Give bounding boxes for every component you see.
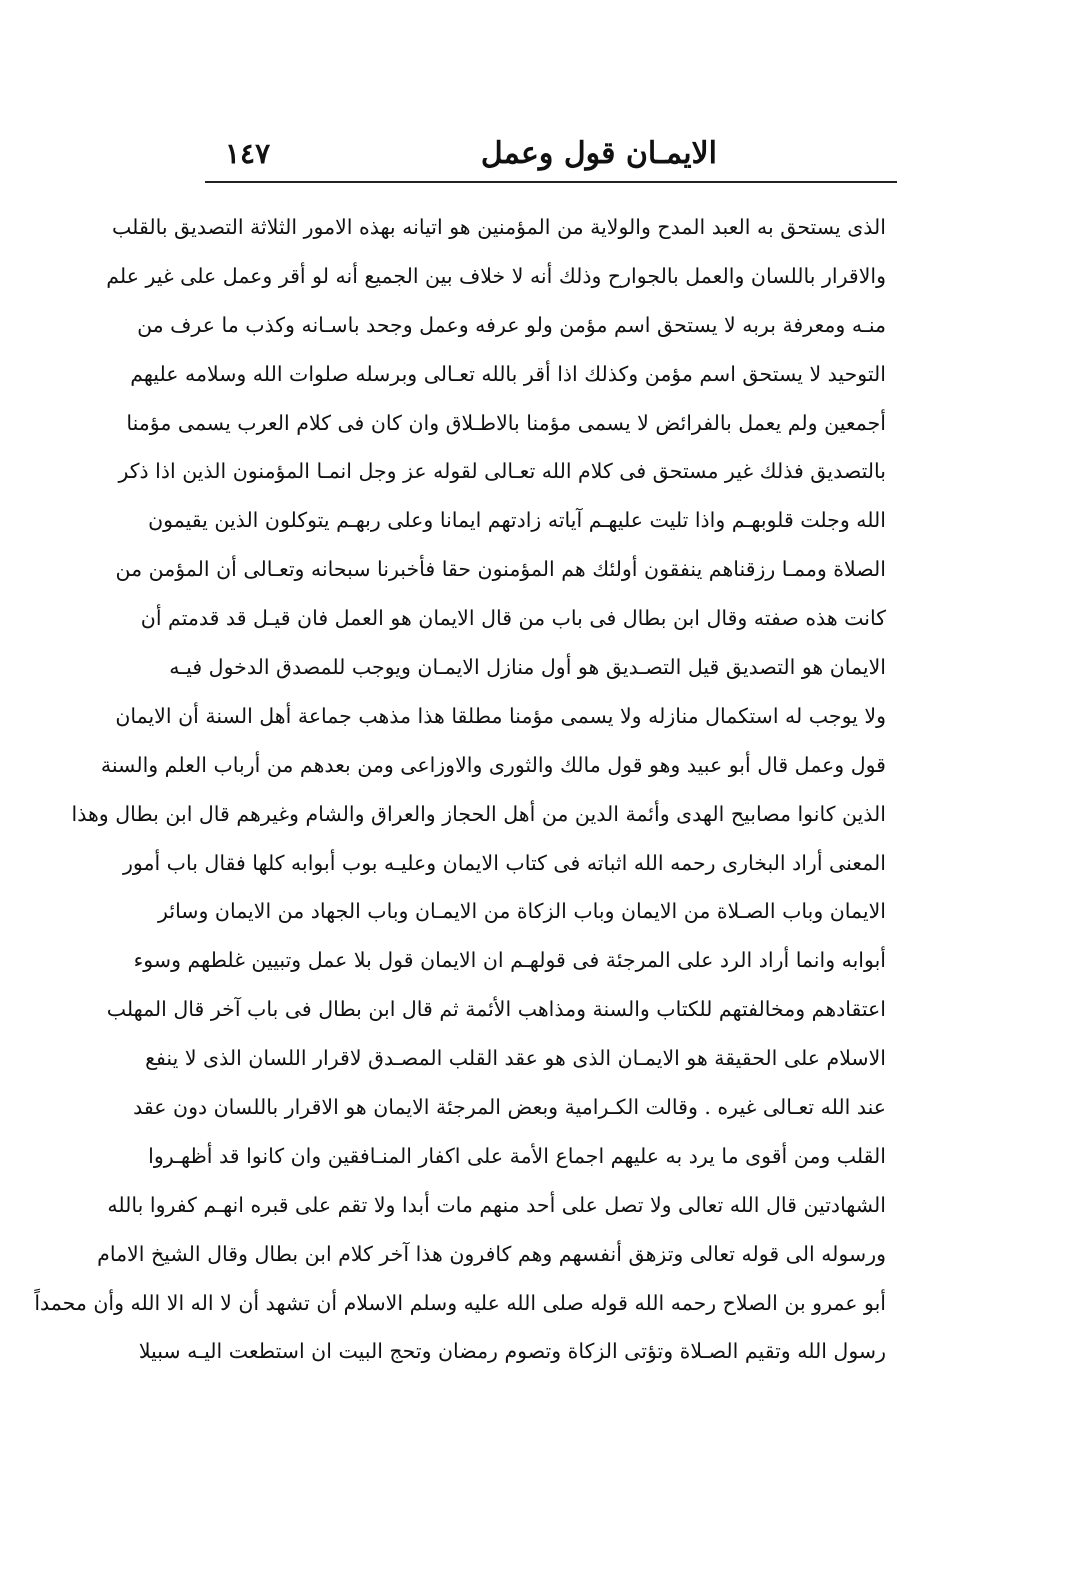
text-line: القلب ومن أقوى ما يرد به عليهم اجماع الأمة على اكفار المنـافقين وان كانوا قد أظهـروا [148, 1143, 886, 1168]
text-line: الذى يستحق به العبد المدح والولاية من المؤمنين هو اتيانه بهذه الامور الثلاثة التصديق بالقلب [112, 215, 886, 239]
text-line: الشهادتين قال الله تعالى ولا تصل على أحد منهم مات أبدا ولا تقم على قبره انهـم كفروا بالله [107, 1192, 886, 1217]
text-line: المعنى أراد البخارى رحمه الله اثباته فى كتاب الايمان وعليـه بوب أبوابه كلها فقال باب أمور [122, 850, 886, 875]
text-line: رسول الله وتقيم الصـلاة وتؤتى الزكاة وتصوم رمضان وتحج البيت ان استطعت اليـه سبيلا [138, 1339, 886, 1364]
text-line: الايمان وباب الصـلاة من الايمان وباب الزكاة من الايمـان وباب الجهاد من الايمان وسائر [158, 899, 886, 924]
text-line: أبوابه وانما أراد الرد على المرجئة فى قولهـم ان الايمان قول بلا عمل وتبيين غلطهم وسوء [133, 948, 886, 973]
running-title: الايمـان قول وعمل [480, 135, 717, 171]
text-line: كانت هذه صفته وقال ابن بطال فى باب من قال الايمان هو العمل فان قيـل قد قدمتم أن [140, 606, 886, 631]
text-line: أجمعين ولم يعمل بالفرائض لا يسمى مؤمنا بالاطـلاق وان كان فى كلام العرب يسمى مؤمنا [126, 410, 886, 435]
text-line: أبو عمرو بن الصلاح رحمه الله قوله صلى الله عليه وسلم الاسلام أن تشهد أن لا اله الا الله وأن محمداً [34, 1290, 886, 1315]
text-line: اعتقادهم ومخالفتهم للكتاب والسنة ومذاهب الأئمة ثم قال ابن بطال فى باب آخر قال المهلب [106, 997, 886, 1022]
text-line: والاقرار باللسان والعمل بالجوارح وذلك أنه لا خلاف بين الجميع أنه لو أقر وعمل على غير علم [106, 263, 886, 288]
text-line: الذين كانوا مصابيح الهدى وأئمة الدين من أهل الحجاز والعراق والشام وغيرهم قال ابن بطال وهذا [71, 801, 886, 826]
page-number: ١٤٧ [225, 136, 271, 170]
page-header [205, 128, 897, 178]
body-text [34, 203, 886, 1376]
text-line: ورسوله الى قوله تعالى وتزهق أنفسهم وهم كافرون هذا آخر كلام ابن بطال وقال الشيخ الامام [97, 1241, 886, 1266]
text-line: الله وجلت قلوبهـم واذا تليت عليهـم آياته زادتهم ايمانا وعلى ربهـم يتوكلون الذين يقيمون [148, 508, 886, 533]
text-line: ولا يوجب له استكمال منازله ولا يسمى مؤمنا مطلقا هذا مذهب جماعة أهل السنة أن الايمان [115, 703, 886, 728]
text-line: التوحيد لا يستحق اسم مؤمن وكذلك اذا أقر بالله تعـالى وبرسله صلوات الله وسلامه عليهم [130, 361, 886, 386]
text-line: قول وعمل قال أبو عبيد وهو قول مالك والثورى والاوزاعى ومن بعدهم من أرباب العلم والسنة [100, 752, 886, 777]
text-line: عند الله تعـالى غيره . وقالت الكـرامية وبعض المرجئة الايمان هو الاقرار باللسان دون عقد [133, 1095, 886, 1120]
text-line: الاسلام على الحقيقة هو الايمـان الذى هو عقد القلب المصـدق لاقرار اللسان الذى لا ينفع [145, 1046, 886, 1071]
text-line: الايمان هو التصديق قيل التصـديق هو أول منازل الايمـان ويوجب للمصدق الدخول فيـه [169, 655, 886, 680]
text-line: الصلاة وممـا رزقناهم ينفقون أولئك هم المؤمنون حقا فأخبرنا سبحانه وتعـالى أن المؤمن من [115, 557, 886, 582]
text-line: منـه ومعرفة بربه لا يستحق اسم مؤمن ولو عرفه وعمل وجحد باسـانه وكذب ما عرف من [137, 312, 886, 337]
text-line: بالتصديق فذلك غير مستحق فى كلام الله تعـالى لقوله عز وجل انمـا المؤمنون الذين اذا ذكر [118, 459, 886, 484]
header-rule [205, 181, 897, 183]
